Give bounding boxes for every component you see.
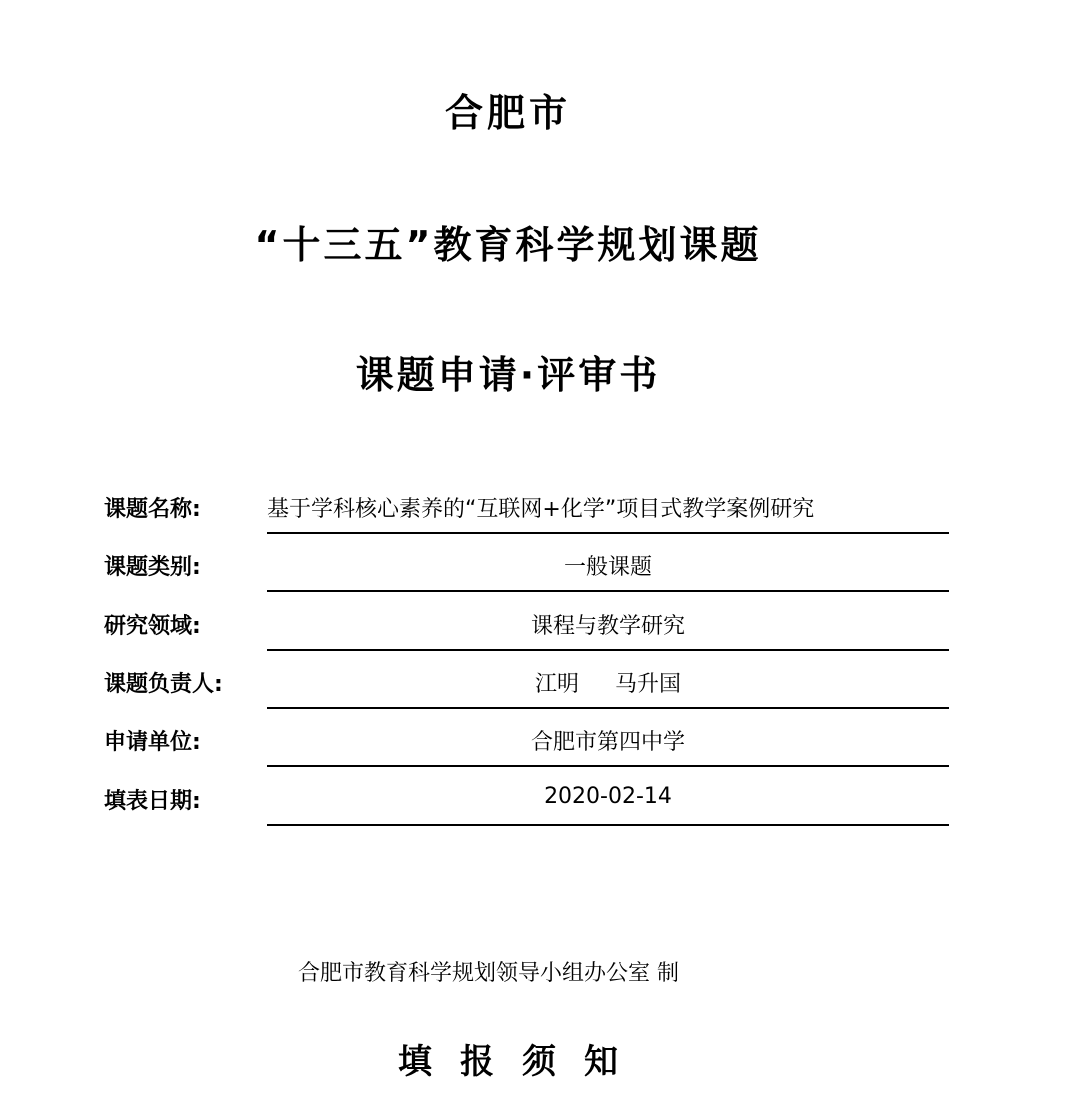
research-field-label: 研究领域: <box>104 614 201 639</box>
fill-date-underline <box>267 824 949 826</box>
form-row-topic-leader <box>0 651 1066 709</box>
fill-date-label: 填表日期: <box>104 789 201 814</box>
document-city-title: 合肥市 <box>444 91 571 135</box>
topic-name-label: 课题名称: <box>104 497 201 522</box>
form-row-topic-category <box>0 534 1066 592</box>
topic-leader-name-1: 江明 <box>534 672 579 697</box>
notice-heading: 填报须知 <box>398 1042 646 1082</box>
form-row-topic-name <box>0 476 1066 534</box>
applicant-unit-value: 合肥市第四中学 <box>530 730 685 755</box>
topic-leader-label: 课题负责人: <box>104 672 223 697</box>
document-form-title: 课题申请·评审书 <box>355 353 661 397</box>
topic-category-value: 一般课题 <box>563 555 652 580</box>
topic-leader-value <box>267 667 949 698</box>
document-plan-title: “十三五”教育科学规划课题 <box>254 223 762 267</box>
form-row-applicant-unit <box>0 709 1066 767</box>
fill-date-value: 2020-02-14 <box>544 784 672 809</box>
form-row-research-field <box>0 593 1066 651</box>
research-field-value: 课程与教学研究 <box>530 614 685 639</box>
form-row-fill-date <box>0 768 1066 826</box>
topic-name-value: 基于学科核心素养的“互联网+化学”项目式教学案例研究 <box>267 497 815 522</box>
issuer-text: 合肥市教育科学规划领导小组办公室 制 <box>298 961 679 986</box>
topic-category-underline <box>267 590 949 592</box>
applicant-unit-underline <box>267 765 949 767</box>
topic-leader-name-2: 马升国 <box>615 672 682 697</box>
topic-category-label: 课题类别: <box>104 555 201 580</box>
applicant-unit-label: 申请单位: <box>104 730 201 755</box>
